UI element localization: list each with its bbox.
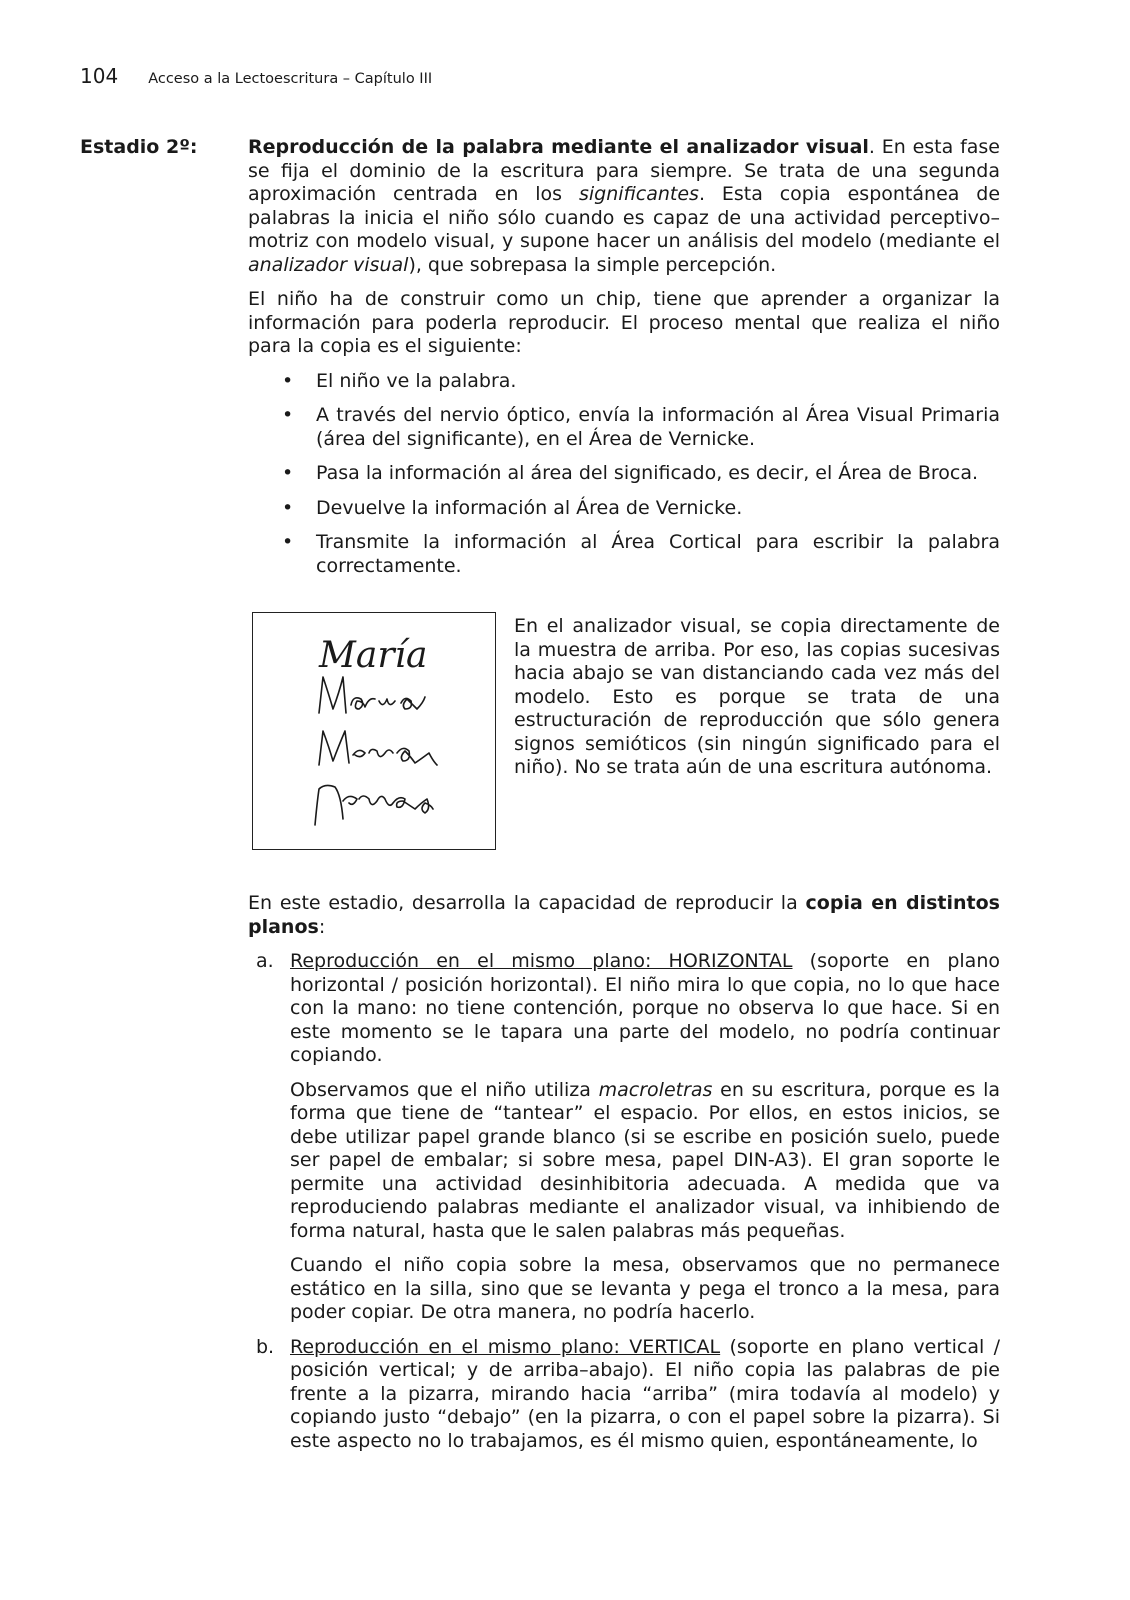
stage-label: Estadio 2º: xyxy=(80,136,198,158)
item-a-paragraph-3: Cuando el niño copia sobre la mesa, observamos que no permanece estático en la silla, sino que se levanta y pega el tronco a la mesa, para poder copiar. De otra manera, no podría hacerlo. xyxy=(290,1254,1000,1323)
item-b-text: (soporte en plano vertical / posición vertical; y de arriba–abajo). El niño copia las palabras de pie frente a la pizarra, mirando hacia “arriba” (mira todavía al modelo) y copiando justo “debajo” (en la pizarra, o con el papel sobre la pizarra). Si este aspecto no lo trabajamos, es él mismo quien, espontáneamente, lo xyxy=(290,1335,1000,1452)
intro-italic-1: significantes xyxy=(578,183,699,205)
intro-text-2: . Esta copia espontánea de palabras la inicia el niño sólo cuando es capaz de una actividad perceptivo–motriz con modelo visual, y supone hacer un análisis del modelo (mediante el xyxy=(248,183,1001,252)
intro-italic-2: analizador visual xyxy=(248,253,409,276)
item-a-title: Reproducción en el mismo plano: HORIZONTAL xyxy=(290,950,793,972)
section-title: Reproducción de la palabra mediante el analizador visual xyxy=(248,136,869,158)
handwriting-copy-1 xyxy=(319,677,425,713)
handwriting-model-word: María xyxy=(319,635,428,676)
list-item: • Transmite la información al Área Cortical para escribir la palabra correctamente. xyxy=(316,531,1000,578)
figure-caption: En el analizador visual, se copia directamente de la muestra de arriba. Por eso, las copias sucesivas hacia abajo se van distanciando cada vez más del modelo. Esto es porque se trata de una estructuración de reproducción que sólo genera signos semióticos (sin ningún significado para el niño). No se trata aún de una escritura autónoma. xyxy=(514,615,1000,778)
handwriting-figure xyxy=(252,612,496,850)
figure-row xyxy=(248,612,1000,850)
item-a-paragraph-1 xyxy=(290,950,1000,1068)
list-item xyxy=(256,1335,1000,1454)
item-b-title: Reproducción en el mismo plano: VERTICAL xyxy=(290,1335,721,1358)
page-header xyxy=(80,64,432,88)
list-item: • El niño ve la palabra. xyxy=(316,370,1000,394)
item-a-p2-text-1: Observamos que el niño utiliza xyxy=(290,1078,599,1101)
item-a-text: (soporte en plano horizontal / posición horizontal). El niño mira lo que copia, no lo que hace con la mano: no tiene contención, porque no observa lo que hace. Si en este momento se le tapara una parte del modelo, no podría continuar copiando. xyxy=(290,950,1000,1066)
list-marker: b. xyxy=(256,1335,275,1358)
planes-intro-paragraph xyxy=(248,892,1000,939)
planes-list xyxy=(248,950,1000,1453)
item-a-p2-text-2: en su escritura, porque es la forma que tiene de “tantear” el espacio. Por ellos, en estos inicios, se debe utilizar papel grande blanco (si se escribe en posición suelo, puede ser papel de embalar; si sobre mesa, papel DIN-A3). El gran soporte le permite una actividad desinhibitoria adecuada. A medida que va reproduciendo palabras mediante el analizador visual, va inhibiendo de forma natural, hasta que le salen palabras más pequeñas. xyxy=(290,1078,1000,1242)
planes-intro-text: En este estadio, desarrolla la capacidad de reproducir la xyxy=(248,892,806,914)
list-item xyxy=(256,950,1000,1325)
page-number: 104 xyxy=(80,64,119,88)
item-a-p2-italic: macroletras xyxy=(598,1078,713,1101)
handwriting-illustration xyxy=(253,613,494,848)
item-b-paragraph-1 xyxy=(290,1336,1000,1454)
intro-text-3: ), que sobrepasa la simple percepción. xyxy=(408,253,777,276)
section-body xyxy=(248,136,1000,1464)
running-title: Acceso a la Lectoescritura – Capítulo III xyxy=(148,71,433,87)
list-item: • Devuelve la información al Área de Vernicke. xyxy=(316,497,1000,521)
list-marker: a. xyxy=(256,950,274,972)
intro-text-1: . En esta fase se fija el dominio de la escritura para siempre. Se trata de una segunda aproximación centrada en los xyxy=(248,136,1000,205)
process-paragraph: El niño ha de construir como un chip, tiene que aprender a organizar la información para poderla reproducir. El proceso mental que realiza el niño para la copia es el siguiente: xyxy=(248,288,1000,357)
list-item: • Pasa la información al área del significado, es decir, el Área de Broca. xyxy=(316,462,1000,486)
intro-paragraph xyxy=(248,136,1000,277)
planes-intro-bold: copia en distintos planos xyxy=(248,892,1000,938)
list-item: • A través del nervio óptico, envía la información al Área Visual Primaria (área del significante), en el Área de Vernicke. xyxy=(316,404,1000,451)
process-steps-list xyxy=(248,370,1000,579)
handwriting-copy-2 xyxy=(319,731,437,765)
handwriting-copy-3 xyxy=(315,785,433,825)
item-a-paragraph-2 xyxy=(290,1079,1000,1244)
planes-intro-colon: : xyxy=(318,915,326,938)
